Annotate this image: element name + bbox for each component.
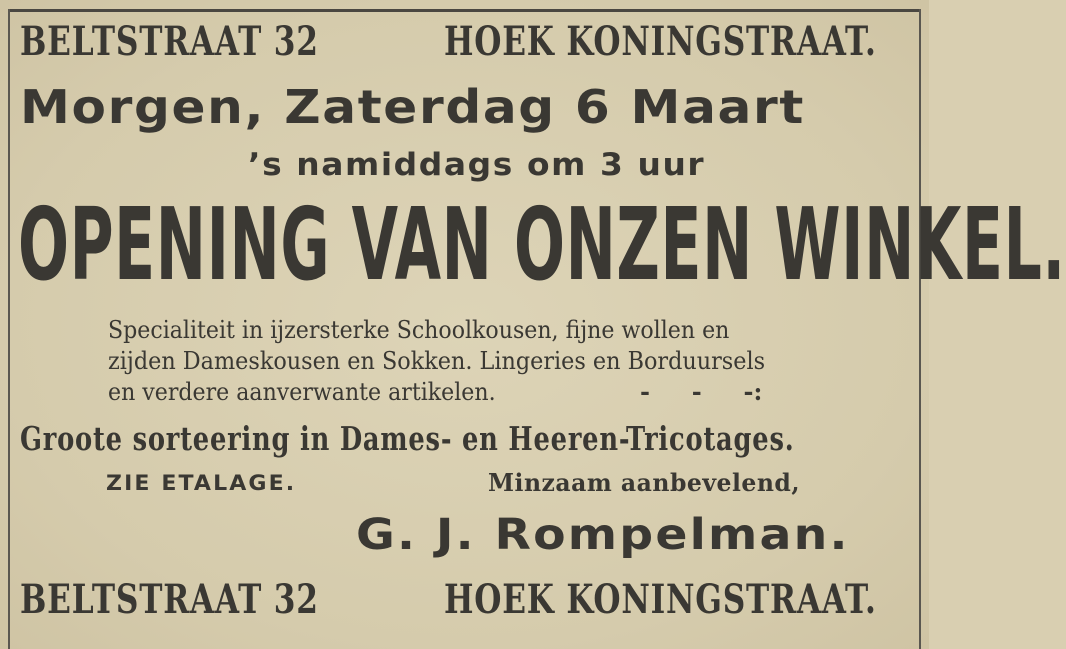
description-line-3: en verdere aanverwante artikelen. — [108, 378, 496, 406]
window-note: ZIE ETALAGE. — [106, 471, 297, 495]
recommendation-text: Minzaam aanbevelend, — [488, 468, 801, 497]
assortment-line: Groote sorteering in Dames- en Heeren-Tricotages. — [20, 419, 795, 458]
description-line-1: Specialiteit in ijzersterke Schoolkousen, fijne wollen en — [108, 316, 730, 344]
signer-name: G. J. Rompelman. — [356, 510, 850, 560]
bottom-address-corner: HOEK KONINGSTRAAT. — [444, 576, 877, 623]
right-border-rule — [919, 9, 921, 649]
top-address-street: BELTSTRAAT 32 — [20, 18, 319, 65]
left-border-rule — [8, 9, 10, 649]
description-line-2: zijden Dameskousen en Sokken. Lingeries en Borduursels — [108, 347, 766, 375]
filler-dashes: - - -: — [640, 377, 763, 406]
top-border-rule — [8, 9, 921, 12]
opening-title: OPENING VAN ONZEN WINKEL. — [18, 186, 1066, 303]
top-address-corner: HOEK KONINGSTRAAT. — [444, 18, 877, 65]
bottom-address-street: BELTSTRAAT 32 — [20, 576, 319, 623]
headline-time: ’s namiddags om 3 uur — [248, 147, 706, 183]
headline-date: Morgen, Zaterdag 6 Maart — [20, 80, 805, 134]
